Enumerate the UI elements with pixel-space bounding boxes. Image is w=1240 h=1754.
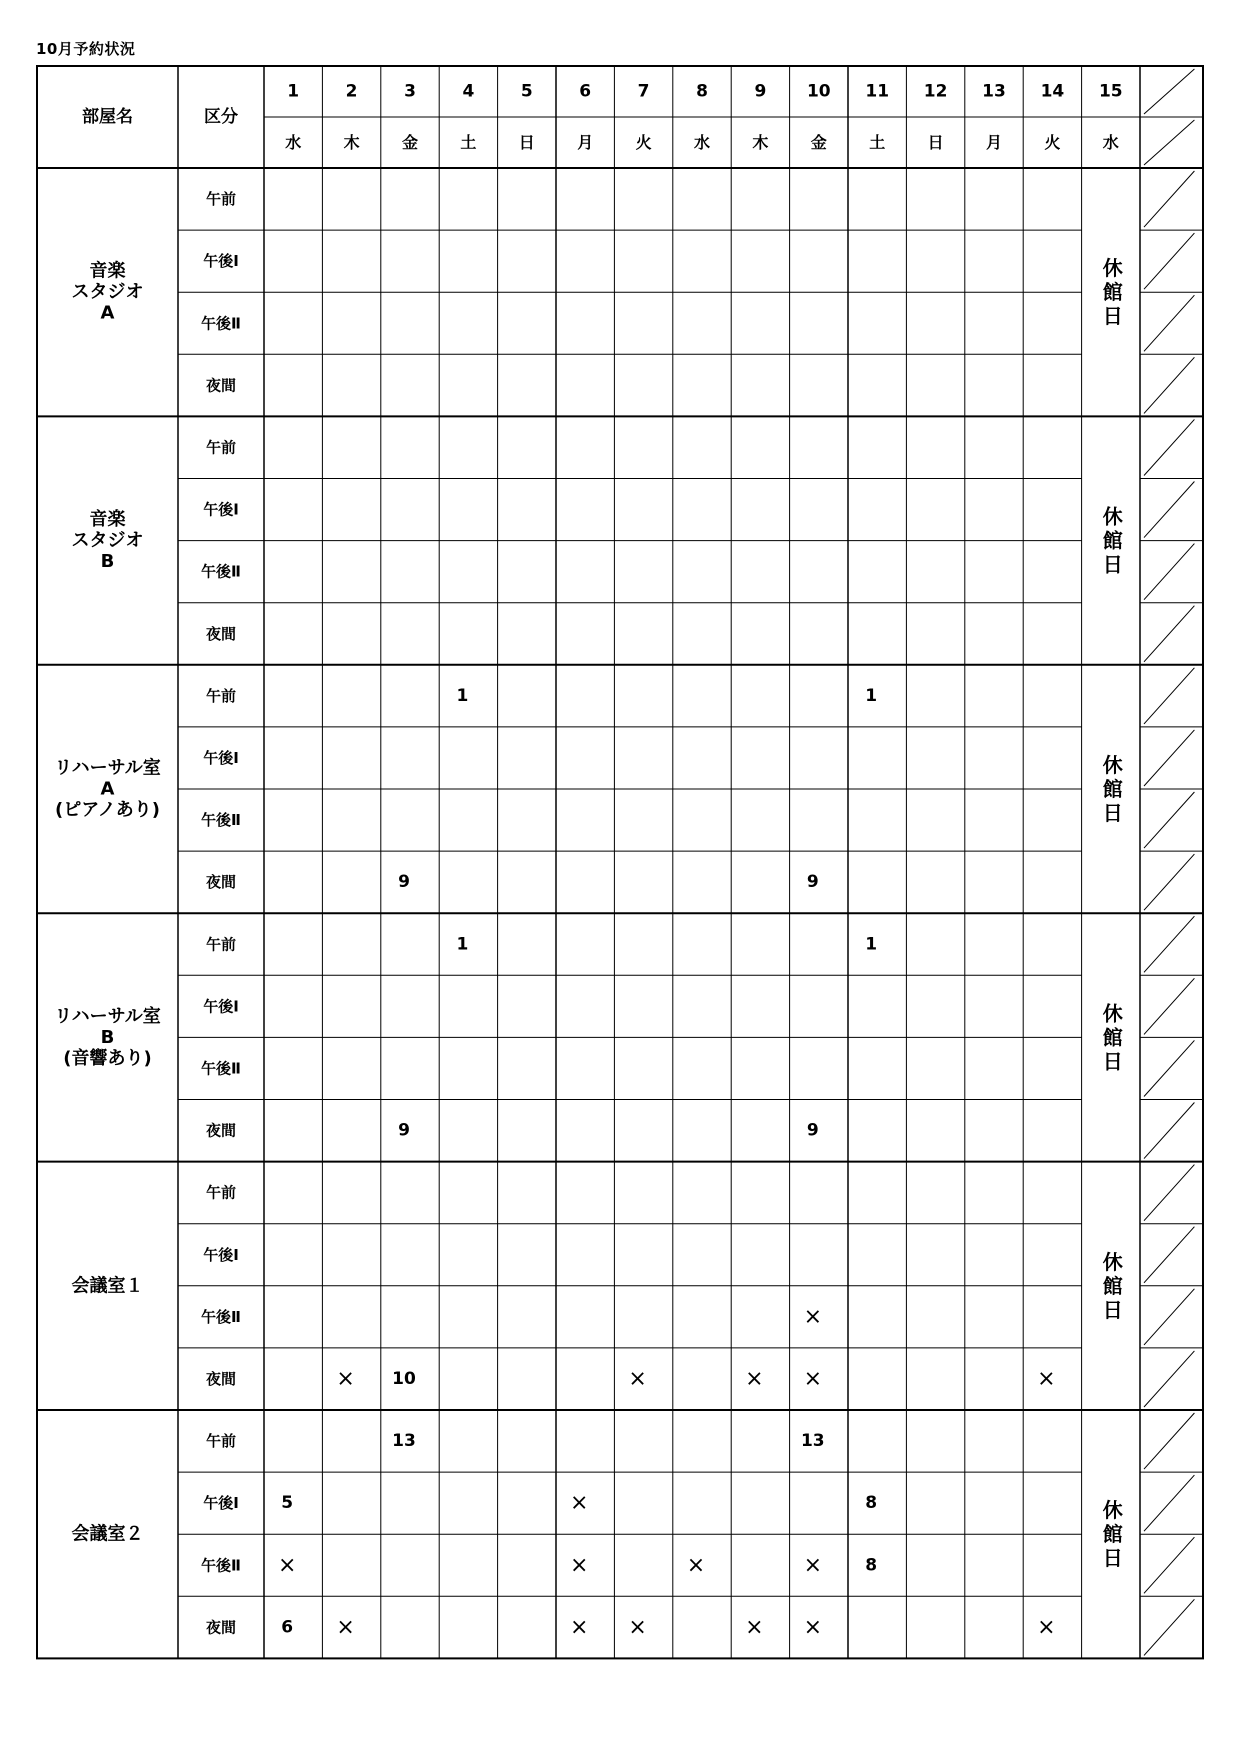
booked-mark: × bbox=[803, 1552, 823, 1578]
booking-count: 13 bbox=[800, 1431, 825, 1452]
empty-cell-slash bbox=[1144, 1103, 1194, 1159]
period-label: 夜間 bbox=[205, 376, 237, 395]
period-label: 午後Ⅰ bbox=[203, 1245, 239, 1264]
period-label: 午後Ⅱ bbox=[201, 1556, 241, 1575]
day-number: 9 bbox=[754, 81, 767, 102]
empty-cell-slash bbox=[1144, 606, 1194, 662]
closed-day-label: 館 bbox=[1102, 1025, 1123, 1050]
weekday-label: 金 bbox=[810, 133, 827, 152]
closed-day-label: 休 bbox=[1102, 1249, 1123, 1274]
booked-mark: × bbox=[336, 1614, 355, 1640]
period-label: 午後Ⅱ bbox=[201, 1307, 241, 1326]
closed-day-label: 館 bbox=[1102, 280, 1123, 305]
room-name: (音響あり) bbox=[63, 1047, 152, 1069]
booked-mark: × bbox=[628, 1614, 647, 1640]
period-label: 夜間 bbox=[205, 624, 237, 643]
closed-day-label: 休 bbox=[1102, 504, 1123, 529]
booking-count: 9 bbox=[806, 1120, 819, 1141]
period-header: 区分 bbox=[204, 107, 238, 127]
weekday-label: 日 bbox=[518, 133, 535, 152]
period-label: 午前 bbox=[205, 190, 237, 209]
empty-cell-slash bbox=[1144, 69, 1194, 114]
empty-cell-slash bbox=[1144, 1413, 1194, 1469]
period-label: 午前 bbox=[205, 935, 237, 954]
booked-mark: × bbox=[569, 1490, 589, 1516]
empty-cell-slash bbox=[1144, 792, 1194, 848]
weekday-label: 日 bbox=[927, 133, 944, 152]
room-name: リハーサル室 bbox=[54, 1005, 161, 1027]
booking-count: 6 bbox=[281, 1617, 294, 1638]
empty-cell-slash bbox=[1144, 1289, 1194, 1345]
closed-day-label: 休 bbox=[1102, 1001, 1123, 1026]
period-label: 午前 bbox=[205, 1183, 237, 1202]
empty-cell-slash bbox=[1144, 1227, 1194, 1283]
day-number: 2 bbox=[345, 81, 358, 102]
day-number: 1 bbox=[287, 81, 300, 102]
room-name: リハーサル室 bbox=[54, 757, 161, 779]
weekday-label: 水 bbox=[285, 133, 302, 152]
room-name: 音楽 bbox=[89, 260, 126, 282]
empty-cell-slash bbox=[1144, 357, 1194, 413]
booked-mark: × bbox=[628, 1366, 647, 1392]
booked-mark: × bbox=[803, 1366, 823, 1392]
closed-day-label: 日 bbox=[1102, 801, 1123, 825]
closed-day-label: 休 bbox=[1102, 753, 1123, 777]
booked-mark: × bbox=[745, 1614, 764, 1640]
booked-mark: × bbox=[1037, 1614, 1056, 1640]
booking-count: 5 bbox=[281, 1493, 294, 1514]
day-number: 12 bbox=[923, 81, 948, 102]
booked-mark: × bbox=[277, 1552, 297, 1578]
day-number: 4 bbox=[462, 81, 475, 102]
period-label: 夜間 bbox=[205, 1369, 237, 1388]
period-label: 午後Ⅰ bbox=[203, 252, 239, 271]
empty-cell-slash bbox=[1144, 1599, 1194, 1655]
empty-cell-slash bbox=[1144, 916, 1194, 972]
period-label: 午後Ⅱ bbox=[201, 811, 241, 830]
weekday-label: 月 bbox=[985, 133, 1003, 152]
closed-day-label: 日 bbox=[1102, 1297, 1123, 1322]
booking-count: 1 bbox=[456, 934, 469, 955]
empty-cell-slash bbox=[1144, 295, 1194, 351]
empty-cell-slash bbox=[1144, 978, 1194, 1034]
day-number: 15 bbox=[1098, 81, 1123, 102]
empty-cell-slash bbox=[1144, 1040, 1194, 1096]
empty-cell-slash bbox=[1144, 730, 1194, 786]
table-border bbox=[37, 66, 1203, 1658]
day-number: 3 bbox=[404, 81, 416, 102]
closed-day-label: 休 bbox=[1102, 256, 1123, 281]
weekday-label: 水 bbox=[693, 133, 711, 152]
day-number: 7 bbox=[637, 81, 650, 102]
period-label: 午後Ⅱ bbox=[201, 562, 241, 581]
empty-cell-slash bbox=[1144, 1351, 1194, 1407]
day-number: 13 bbox=[982, 81, 1006, 102]
empty-cell-slash bbox=[1144, 1537, 1194, 1593]
booked-mark: × bbox=[803, 1614, 823, 1640]
day-number: 8 bbox=[696, 81, 708, 102]
weekday-label: 月 bbox=[577, 133, 594, 152]
booking-count: 1 bbox=[865, 685, 878, 706]
room-name: 会議室２ bbox=[71, 1523, 144, 1545]
room-header: 部屋名 bbox=[82, 107, 133, 127]
closed-day-label: 館 bbox=[1102, 777, 1123, 801]
period-label: 午後Ⅰ bbox=[203, 748, 239, 767]
period-label: 夜間 bbox=[205, 1618, 237, 1637]
closed-day-label: 日 bbox=[1102, 304, 1123, 329]
booked-mark: × bbox=[745, 1366, 764, 1392]
empty-cell-slash bbox=[1144, 668, 1194, 724]
closed-day-label: 休 bbox=[1102, 1498, 1123, 1523]
day-number: 6 bbox=[579, 81, 592, 102]
closed-day-label: 館 bbox=[1102, 1522, 1123, 1547]
booking-count: 8 bbox=[865, 1493, 878, 1514]
closed-day-label: 館 bbox=[1102, 1273, 1123, 1298]
booking-count: 1 bbox=[456, 685, 469, 706]
weekday-label: 土 bbox=[869, 133, 886, 152]
room-name: B bbox=[100, 551, 115, 573]
weekday-label: 土 bbox=[460, 133, 477, 152]
period-label: 午後Ⅱ bbox=[201, 314, 241, 333]
document-title: 10月予約状況 bbox=[36, 40, 136, 58]
period-label: 午前 bbox=[205, 438, 237, 457]
booked-mark: × bbox=[569, 1552, 589, 1578]
booked-mark: × bbox=[336, 1366, 355, 1392]
room-name: スタジオ bbox=[71, 281, 144, 303]
day-number: 14 bbox=[1040, 81, 1065, 102]
booking-count: 9 bbox=[398, 1120, 410, 1141]
booked-mark: × bbox=[1037, 1366, 1056, 1392]
room-name: スタジオ bbox=[71, 530, 144, 552]
empty-cell-slash bbox=[1144, 482, 1194, 538]
room-name: (ピアノあり) bbox=[54, 799, 161, 821]
booking-count: 8 bbox=[865, 1555, 878, 1576]
booked-mark: × bbox=[686, 1552, 706, 1578]
booking-count: 9 bbox=[806, 872, 819, 893]
period-label: 午後Ⅰ bbox=[203, 500, 239, 519]
empty-cell-slash bbox=[1144, 854, 1194, 910]
booked-mark: × bbox=[803, 1304, 823, 1330]
day-number: 5 bbox=[520, 81, 533, 102]
empty-cell-slash bbox=[1144, 171, 1194, 227]
closed-day-label: 日 bbox=[1102, 552, 1123, 577]
room-name: A bbox=[100, 778, 115, 800]
room-name: 会議室１ bbox=[71, 1275, 144, 1297]
weekday-label: 火 bbox=[635, 133, 652, 152]
room-name: A bbox=[100, 302, 115, 324]
period-label: 午前 bbox=[205, 686, 237, 705]
period-label: 午前 bbox=[205, 1432, 237, 1451]
period-label: 午後Ⅰ bbox=[203, 997, 239, 1016]
room-name: 音楽 bbox=[89, 509, 126, 531]
closed-day-label: 館 bbox=[1102, 528, 1123, 553]
booking-count: 1 bbox=[865, 934, 878, 955]
room-name: B bbox=[100, 1026, 115, 1048]
period-label: 午後Ⅱ bbox=[201, 1059, 241, 1078]
empty-cell-slash bbox=[1144, 1475, 1194, 1531]
empty-cell-slash bbox=[1144, 120, 1194, 165]
weekday-label: 木 bbox=[752, 133, 769, 152]
closed-day-label: 日 bbox=[1102, 1546, 1123, 1571]
weekday-label: 木 bbox=[343, 133, 360, 152]
period-label: 午後Ⅰ bbox=[203, 1494, 239, 1513]
period-label: 夜間 bbox=[205, 873, 237, 892]
weekday-label: 火 bbox=[1044, 133, 1061, 152]
weekday-label: 水 bbox=[1102, 133, 1119, 152]
weekday-label: 金 bbox=[401, 133, 419, 152]
empty-cell-slash bbox=[1144, 233, 1194, 289]
day-number: 11 bbox=[865, 81, 890, 102]
booked-mark: × bbox=[569, 1614, 589, 1640]
empty-cell-slash bbox=[1144, 1165, 1194, 1221]
period-label: 夜間 bbox=[205, 1121, 237, 1140]
empty-cell-slash bbox=[1144, 544, 1194, 600]
booking-count: 13 bbox=[392, 1431, 416, 1452]
booking-count: 9 bbox=[398, 872, 410, 893]
closed-day-label: 日 bbox=[1102, 1049, 1123, 1074]
empty-cell-slash bbox=[1144, 419, 1194, 475]
day-number: 10 bbox=[806, 81, 831, 102]
booking-count: 10 bbox=[392, 1368, 416, 1389]
